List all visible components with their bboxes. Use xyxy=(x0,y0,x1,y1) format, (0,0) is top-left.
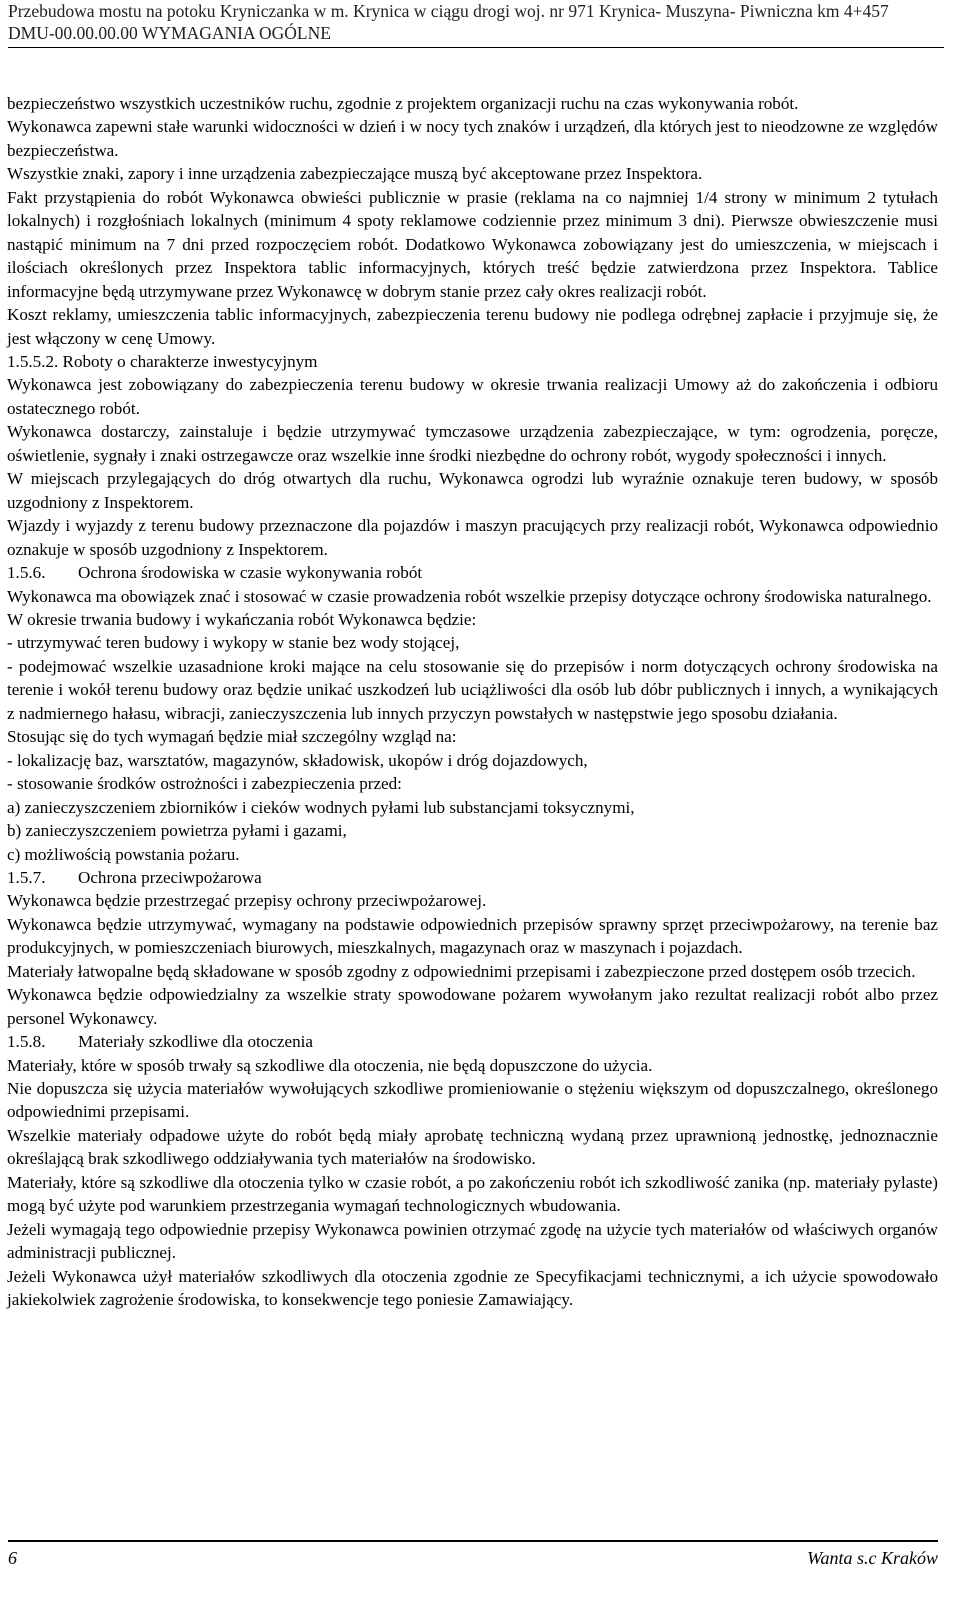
paragraph: Jeżeli Wykonawca użył materiałów szkodliwych dla otoczenia zgodnie ze Specyfikacjami technicznymi, a ich użycie spowodowało jakiekolwiek zagrożenie środowiska, to konsekwencje tego poniesie Zamawiający. xyxy=(7,1266,938,1310)
paragraph: W miejscach przylegających do dróg otwartych dla ruchu, Wykonawca ogrodzi lub wyraźnie oznakuje teren budowy, w sposób uzgodniony z Inspektorem. xyxy=(7,469,938,512)
section-heading-1-5-6 xyxy=(7,561,938,584)
section-title: Materiały szkodliwe dla otoczenia xyxy=(78,1032,313,1052)
list-item: b) zanieczyszczeniem powietrza pyłami i gazami, xyxy=(7,821,347,841)
page-header xyxy=(8,0,944,44)
paragraph: Wjazdy i wyjazdy z terenu budowy przeznaczone dla pojazdów i maszyn pracujących przy realizacji robót, Wykonawca odpowiednio oznakuje w sposób uzgodniony z Inspektorem. xyxy=(7,516,938,559)
paragraph: Wykonawca dostarczy, zainstaluje i będzie utrzymywać tymczasowe urządzenia zabezpieczające, w tym: ogrodzenia, poręcze, oświetlenie, sygnały i znaki ostrzegawcze oraz wszelkie inne środki niezbędne do ochrony robót, wygody społeczności i innych. xyxy=(7,422,938,465)
header-divider xyxy=(8,47,944,48)
document-code: DMU-00.00.00.00 WYMAGANIA OGÓLNE xyxy=(8,23,331,43)
paragraph: Wykonawca będzie odpowiedzialny za wszelkie straty spowodowane pożarem wywołanym jako rezultat realizacji robót albo przez personel Wykonawcy. xyxy=(7,985,938,1028)
paragraph: Jeżeli wymagają tego odpowiednie przepisy Wykonawca powinien otrzymać zgodę na użycie tych materiałów od właściwych organów administracji publicznej. xyxy=(7,1219,938,1263)
paragraph: Wykonawca jest zobowiązany do zabezpieczenia terenu budowy w okresie trwania realizacji Umowy aż do zakończenia i odbioru ostatecznego robót. xyxy=(7,375,938,418)
section-heading-1-5-7 xyxy=(7,866,938,889)
paragraph: Stosując się do tych wymagań będzie miał szczególny wzgląd na: xyxy=(7,727,457,747)
list-item: - utrzymywać teren budowy i wykopy w stanie bez wody stojącej, xyxy=(7,633,460,653)
paragraph: Fakt przystąpienia do robót Wykonawca obwieści publicznie w prasie (reklama na co najmniej 1/4 strony w minimum 2 tytułach lokalnych) i rozgłośniach lokalnych (minimum 4 spoty reklamowe codziennie przez minimum 3 dni). Pierwsze obwieszczenie musi nastąpić minimum na 7 dni przed rozpoczęciem robót. Dodatkowo Wykonawca zobowiązany jest do umieszczenia, w miejscach i ilościach określonych przez Inspektora tablic informacyjnych, których treść będzie zatwierdzona przez Inspektora. Tablice informacyjne będą utrzymywane przez Wykonawcę w dobrym stanie przez cały okres realizacji robót. xyxy=(7,187,938,301)
document-title: Przebudowa mostu na potoku Kryniczanka w m. Krynica w ciągu drogi woj. nr 971 Krynica- Muszyna- Piwniczna km 4+457 xyxy=(8,1,889,21)
paragraph: Materiały, które są szkodliwe dla otoczenia tylko w czasie robót, a po zakończeniu robót ich szkodliwość zanika (np. materiały pylaste) mogą być użyte pod warunkiem przestrzegania wymagań technologicznych wbudowania. xyxy=(7,1172,938,1216)
paragraph: bezpieczeństwo wszystkich uczestników ruchu, zgodnie z projektem organizacji ruchu na czas wykonywania robót. xyxy=(7,94,799,113)
list-item: a) zanieczyszczeniem zbiorników i cieków wodnych pyłami lub substancjami toksycznymi, xyxy=(7,797,635,817)
document-body xyxy=(7,92,938,1312)
section-title: Ochrona środowiska w czasie wykonywania robót xyxy=(78,563,423,583)
paragraph: Wszelkie materiały odpadowe użyte do robót będą miały aprobatę techniczną wydaną przez uprawnioną jednostkę, jednoznacznie określającą brak szkodliwego oddziaływania tych materiałów na środowisko. xyxy=(7,1125,938,1169)
paragraph: Wykonawca będzie utrzymywać, wymagany na podstawie odpowiednich przepisów sprawny sprzęt przeciwpożarowy, na terenie baz produkcyjnych, w pomieszczeniach biurowych, mieszkalnych, magazynach oraz w maszynach i pojazdach. xyxy=(7,914,938,958)
paragraph: Materiały łatwopalne będą składowane w sposób zgodny z odpowiednimi przepisami i zabezpieczone przed dostępem osób trzecich. xyxy=(7,961,916,981)
paragraph: Koszt reklamy, umieszczenia tablic informacyjnych, zabezpieczenia terenu budowy nie podlega odrębnej zapłacie i przyjmuje się, że jest włączony w cenę Umowy. xyxy=(7,305,938,348)
section-title: Ochrona przeciwpożarowa xyxy=(78,867,262,887)
section-heading-1-5-5-2: 1.5.5.2. Roboty o charakterze inwestycyjnym xyxy=(7,351,318,371)
section-number: 1.5.8. xyxy=(7,1032,46,1052)
list-item: - lokalizację baz, warsztatów, magazynów, składowisk, ukopów i dróg dojazdowych, xyxy=(7,750,588,770)
footer-divider xyxy=(8,1540,938,1542)
paragraph: Wszystkie znaki, zapory i inne urządzenia zabezpieczające muszą być akceptowane przez Inspektora. xyxy=(7,164,703,184)
section-heading-1-5-8 xyxy=(7,1030,938,1053)
list-item: c) możliwością powstania pożaru. xyxy=(7,844,240,864)
list-item: - podejmować wszelkie uzasadnione kroki mające na celu stosowanie się do przepisów i norm dotyczących ochrony środowiska na terenie i wokół terenu budowy oraz będzie unikać uszkodzeń lub uciążliwości dla osób lub dóbr publicznych i innych, a wynikających z nadmiernego hałasu, wibracji, zanieczyszczenia lub innych przyczyn powstałych w następstwie jego sposobu działania. xyxy=(7,656,938,723)
paragraph: Wykonawca będzie przestrzegać przepisy ochrony przeciwpożarowej. xyxy=(7,891,487,911)
paragraph: Wykonawca ma obowiązek znać i stosować w czasie prowadzenia robót wszelkie przepisy dotyczące ochrony środowiska naturalnego. xyxy=(7,586,932,606)
section-number: 1.5.6. xyxy=(7,563,46,583)
page-number: 6 xyxy=(8,1548,17,1568)
paragraph: Materiały, które w sposób trwały są szkodliwe dla otoczenia, nie będą dopuszczone do użycia. xyxy=(7,1055,653,1075)
paragraph: Nie dopuszcza się użycia materiałów wywołujących szkodliwe promieniowanie o stężeniu większym od dopuszczalnego, określonego odpowiednimi przepisami. xyxy=(7,1079,938,1122)
list-item: - stosowanie środków ostrożności i zabezpieczenia przed: xyxy=(7,774,402,794)
section-number: 1.5.7. xyxy=(7,867,46,887)
paragraph: W okresie trwania budowy i wykańczania robót Wykonawca będzie: xyxy=(7,609,477,629)
paragraph: Wykonawca zapewni stałe warunki widoczności w dzień i w nocy tych znaków i urządzeń, dla których jest to nieodzowne ze względów bezpieczeństwa. xyxy=(7,117,938,160)
footer-company: Wanta s.c Kraków xyxy=(807,1548,938,1568)
